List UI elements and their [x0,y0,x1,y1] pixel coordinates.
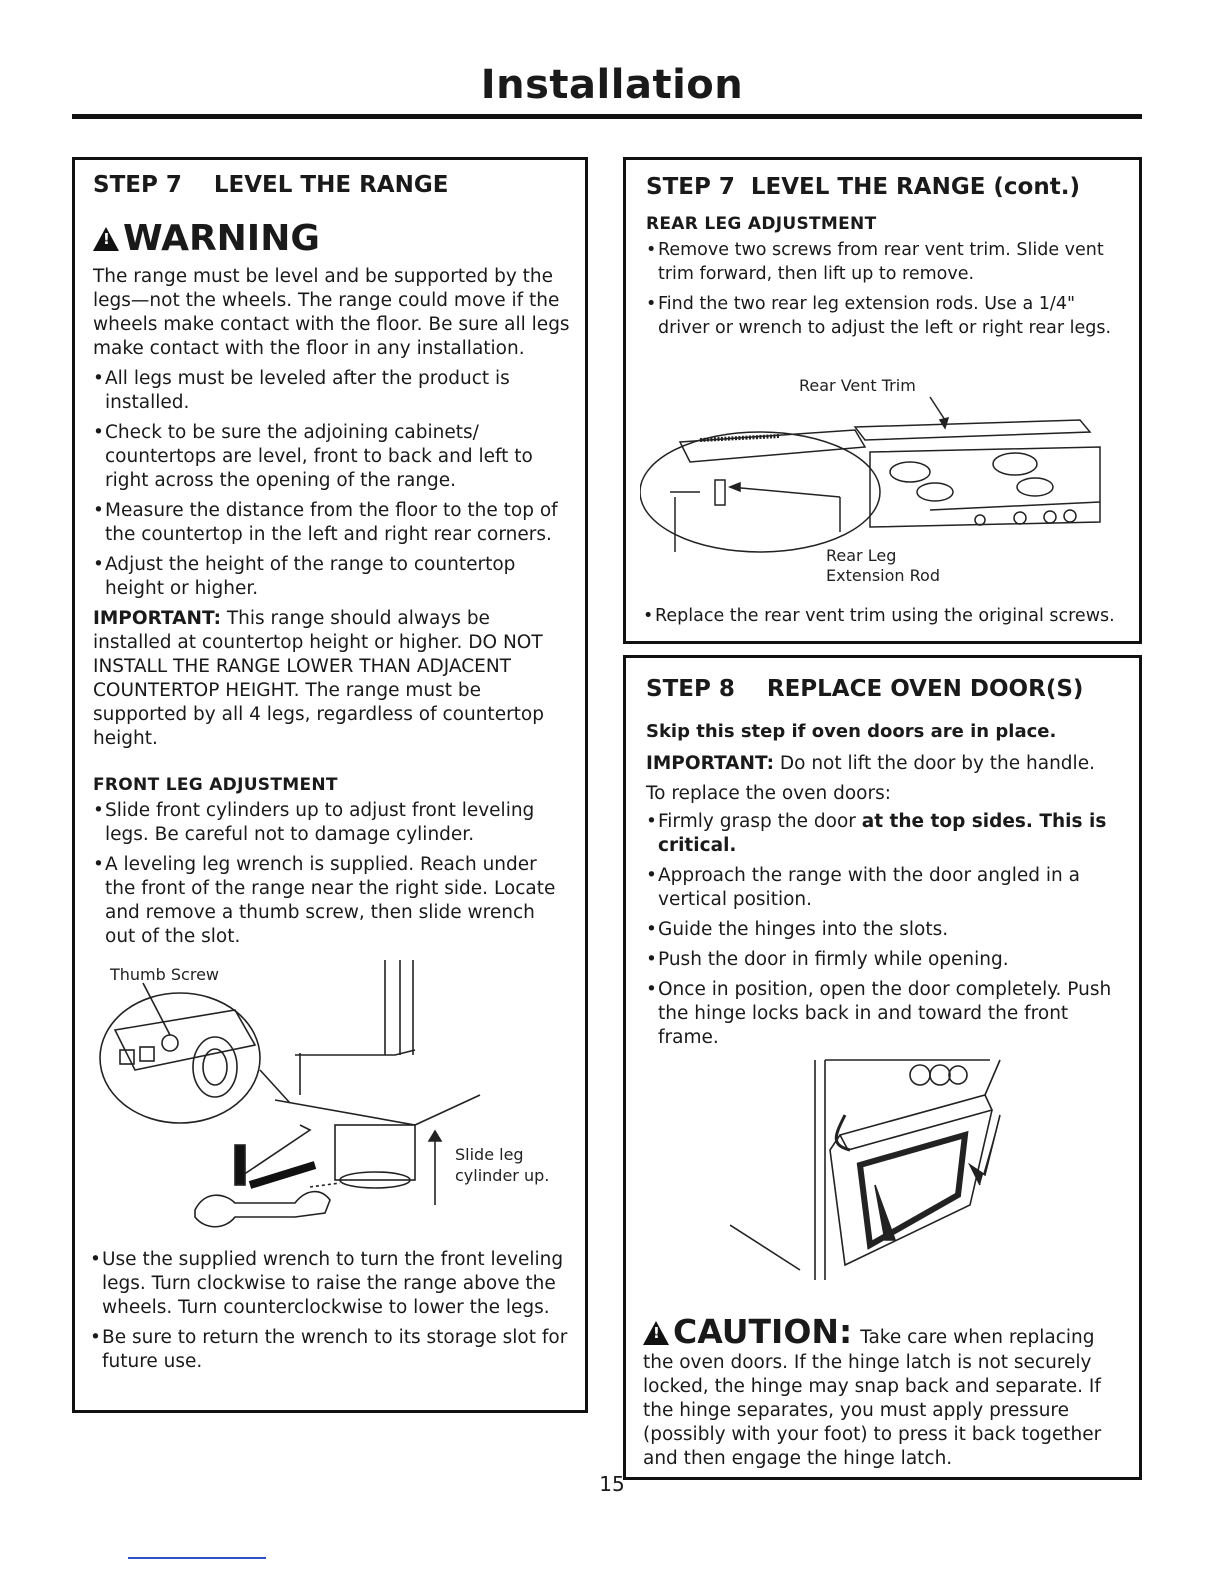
warning-title: WARNING [123,218,320,259]
warning-icon [93,227,119,251]
title-rule [72,114,1142,119]
list-item: • Use the supplied wrench to turn the front leveling legs. Turn clockwise to raise the range above the wheels. Turn counterclockwise to lower the legs. [90,1248,574,1320]
list-item: • Adjust the height of the range to countertop height or higher. [93,553,571,601]
intro-text: To replace the oven doors: [646,783,891,804]
oven-door-illustration [730,1055,1030,1280]
list-item [646,810,1125,858]
rear-leg-label-2: Extension Rod [826,566,940,585]
front-leg-illustration [95,955,575,1245]
list-item: • Replace the rear vent trim using the original screws. [643,604,1133,628]
level-bullets [93,367,571,601]
list-item: • A leveling leg wrench is supplied. Reach under the front of the range near the right side. Locate and remove a thumb screw, then slide wrench out of the slot. [93,853,571,949]
step7-heading [93,172,571,198]
page-number: 15 [599,1472,625,1496]
list-item: • Check to be sure the adjoining cabinets/ countertops are level, front to back and left to right across the opening of the range. [93,421,571,493]
important-note [93,607,571,751]
slide-leg-label-1: Slide leg [455,1145,524,1164]
after-bullets-list [90,1248,574,1374]
thumb-screw-label: Thumb Screw [110,965,219,984]
step-title: REPLACE OVEN DOOR(S) [766,676,1084,702]
list-item: • Slide front cylinders up to adjust front leveling legs. Be careful not to damage cylinder. [93,799,571,847]
list-item: • Measure the distance from the floor to the top of the countertop in the left and right rear corners. [93,499,571,547]
step-title: LEVEL THE RANGE (cont.) [750,174,1080,200]
rear-leg-label-1: Rear Leg [826,546,897,565]
important-text: This range should always be installed at countertop height or higher. DO NOT INSTALL THE RANGE LOWER THAN ADJACENT COUNTERTOP HEIGHT. The range must be supported by all 4 legs, regardless of countertop height. [93,608,544,749]
important-label: IMPORTANT: [646,753,774,774]
list-item: • Once in position, open the door completely. Push the hinge locks back in and toward the front frame. [646,978,1125,1050]
list-item: • Remove two screws from rear vent trim. Slide vent trim forward, then lift up to remove. [646,238,1125,286]
caution-heading [643,1312,1133,1351]
caution-icon [643,1321,669,1345]
important-text: Do not lift the door by the handle. [779,753,1095,774]
caution-text: the oven doors. If the hinge latch is not securely locked, the hinge may snap back and separate. If the hinge separates, you must apply pressure (possibly with your foot) to press it back together and then engage the hinge latch. [643,1352,1102,1469]
caution-lead: Take care when replacing [860,1327,1095,1348]
bullet-text: Firmly grasp the door [658,811,862,832]
list-item: • Find the two rear leg extension rods. Use a 1/4" driver or wrench to adjust the left or right rear legs. [646,292,1125,340]
list-item: • Be sure to return the wrench to its storage slot for future use. [90,1326,574,1374]
slide-leg-label-2: cylinder up. [455,1166,550,1185]
step7-cont-heading [646,174,1125,200]
step8-heading [646,676,1125,702]
important-label: IMPORTANT: [93,608,221,629]
front-leg-bullets [93,799,571,949]
caution-title: CAUTION: [673,1312,853,1351]
bullet-emphasis: at the top sides. This is critical. [658,811,1107,856]
rear-leg-bullets [646,238,1125,340]
list-item: • Approach the range with the door angled in a vertical position. [646,864,1125,912]
step-number: STEP 7 [646,174,735,200]
warning-heading [93,218,571,259]
front-leg-after-bullets [90,1248,574,1380]
list-item: • All legs must be leveled after the product is installed. [93,367,571,415]
warning-text: The range must be level and be supported by the legs—not the wheels. The range could move if the wheels make contact with the floor. Be sure all legs make contact with the floor in any installation. [93,266,570,359]
skip-note: Skip this step if oven doors are in place. [646,721,1057,742]
list-item: • Push the door in firmly while opening. [646,948,1125,972]
important-note [646,752,1125,776]
step-number: STEP 8 [646,676,735,702]
rear-leg-illustration [640,392,1110,557]
step8-bullets [646,810,1125,1050]
rear-leg-heading: REAR LEG ADJUSTMENT [646,214,877,234]
list-item: • Guide the hinges into the slots. [646,918,1125,942]
front-leg-heading: FRONT LEG ADJUSTMENT [93,775,338,795]
caution-block [643,1312,1133,1471]
rear-trim-bullet [643,604,1133,634]
rear-trim-list [643,604,1133,628]
step-number: STEP 7 [93,172,182,198]
bottom-link-underline [128,1557,266,1559]
page-title: Installation [480,62,744,108]
rear-vent-trim-label: Rear Vent Trim [799,376,916,395]
step-title: LEVEL THE RANGE [213,172,449,198]
